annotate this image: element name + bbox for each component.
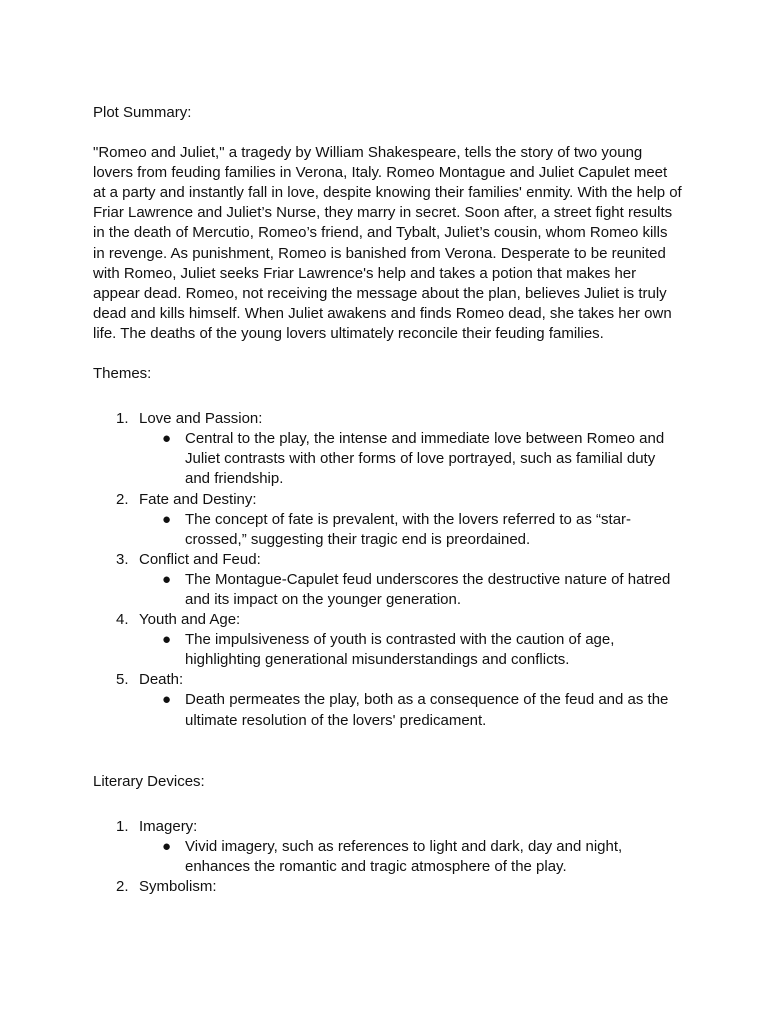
theme-bullet-text: The concept of fate is prevalent, with the lovers referred to as “star-crossed,” suggesting their tragic end is preordained. [185,510,632,548]
bullet-dot-icon: ● [162,510,172,528]
theme-bullet-list [139,510,683,550]
theme-item-number: 2. [116,490,129,508]
literary-devices-heading: Literary Devices: [93,772,205,790]
themes-heading: Themes: [93,365,152,383]
theme-bullet-text: Central to the play, the intense and immediate love between Romeo and Juliet contrasts with other forms of love portrayed, such as familial duty and friendship. [185,430,665,488]
themes-list [93,409,683,731]
bullet-dot-icon: ● [162,570,172,588]
theme-item-number: 1. [116,410,129,428]
theme-item [93,550,683,610]
literary-device-bullet-item [139,837,683,877]
theme-bullet-item [139,429,683,489]
theme-bullet-text: Death permeates the play, both as a consequence of the feud and as the ultimate resolution of the lovers' predicament. [185,691,669,729]
theme-bullet-text: The impulsiveness of youth is contrasted with the caution of age, highlighting generational misunderstandings and conflicts. [185,631,615,669]
theme-item-title: Love and Passion: [139,410,263,428]
theme-bullet-item [139,630,683,670]
theme-item [93,490,683,550]
theme-item-title: Conflict and Feud: [139,550,261,568]
theme-item-title: Death: [139,671,184,689]
literary-device-item-number: 1. [116,817,129,835]
document-page [93,103,683,897]
theme-bullet-list [139,630,683,670]
literary-device-bullet-list [139,837,683,877]
literary-device-bullet-text: Vivid imagery, such as references to light and dark, day and night, enhances the romantic and tragic atmosphere of the play. [185,837,623,875]
literary-device-item-title: Symbolism: [139,878,217,895]
theme-bullet-item [139,690,683,730]
literary-device-item-title: Imagery: [139,817,198,835]
theme-item [93,409,683,489]
theme-bullet-list [139,570,683,610]
bullet-dot-icon: ● [162,691,172,709]
theme-item-title: Fate and Destiny: [139,490,257,508]
theme-item-number: 5. [116,671,129,689]
theme-item-title: Youth and Age: [139,611,241,629]
theme-item [93,610,683,670]
theme-item-number: 4. [116,611,129,629]
theme-bullet-text: The Montague-Capulet feud underscores the destructive nature of hatred and its impact on the younger generation. [185,570,671,608]
literary-devices-list [93,817,683,897]
literary-device-item [93,877,683,897]
theme-bullet-list [139,690,683,730]
theme-bullet-list [139,429,683,489]
theme-item-number: 3. [116,550,129,568]
plot-summary-heading: Plot Summary: [93,104,192,121]
bullet-dot-icon: ● [162,430,172,448]
theme-item [93,670,683,730]
bullet-dot-icon: ● [162,837,172,855]
literary-device-item-number: 2. [116,878,129,895]
bullet-dot-icon: ● [162,631,172,649]
theme-bullet-item [139,570,683,610]
plot-summary-paragraph: "Romeo and Juliet," a tragedy by William Shakespeare, tells the story of two young lovers from feuding families in Verona, Italy. Romeo Montague and Juliet Capulet meet at a party and instantly fall in love, despite knowing their families' enmity. With the help of Friar Lawrence and Juliet’s Nurse, they marry in secret. Soon after, a street fight results in the death of Mercutio, Romeo’s friend, and Tybalt, Juliet’s cousin, whom Romeo kills in revenge. As punishment, Romeo is banished from Verona. Desperate to be reunited with Romeo, Juliet seeks Friar Lawrence's help and takes a potion that makes her appear dead. Romeo, not receiving the message about the plan, believes Juliet is truly dead and kills himself. When Juliet awakens and finds Romeo dead, she takes her own life. The deaths of the young lovers ultimately reconcile their feuding families. [93,144,682,342]
literary-device-item [93,817,683,877]
theme-bullet-item [139,510,683,550]
